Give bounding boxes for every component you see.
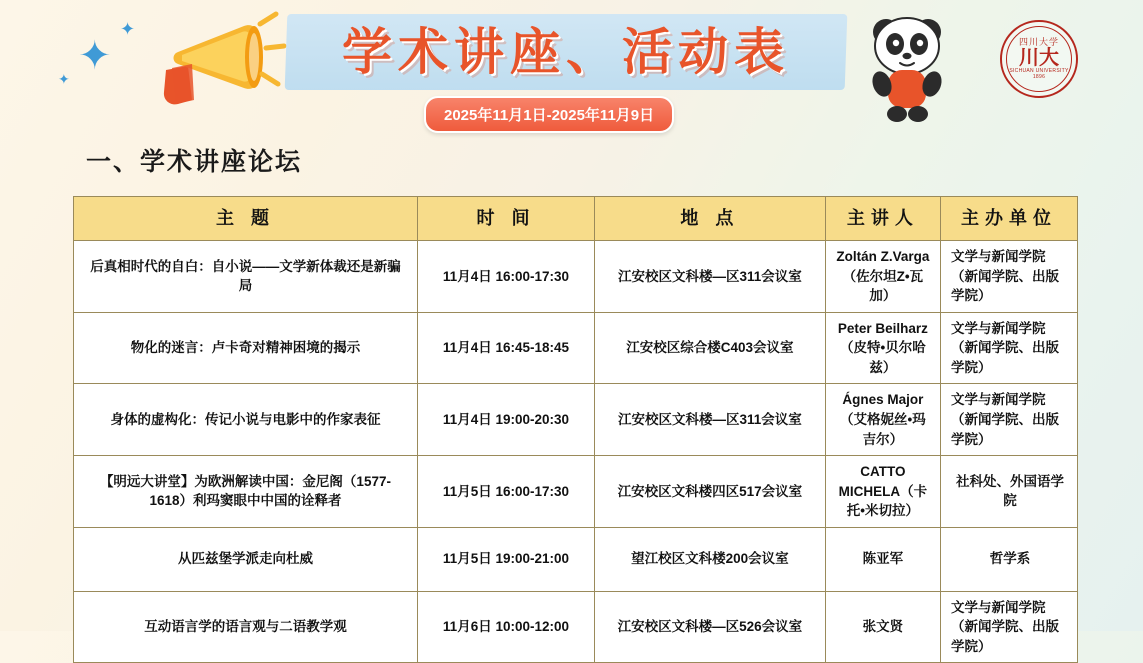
header-banner	[0, 0, 1143, 132]
cell-topic: 从匹兹堡学派走向杜威	[74, 527, 418, 591]
seal-logo-text: 川大	[1019, 47, 1059, 70]
cell-organizer: 文学与新闻学院（新闻学院、出版学院）	[941, 241, 1078, 313]
cell-place: 江安校区综合楼C403会议室	[595, 312, 826, 384]
cell-topic: 身体的虚构化：传记小说与电影中的作家表征	[74, 384, 418, 456]
page-title: 学术讲座、活动表	[342, 23, 790, 81]
cell-topic: 物化的迷言：卢卡奇对精神困境的揭示	[74, 312, 418, 384]
banner-title-container	[286, 14, 846, 90]
cell-time: 11月6日 10:00-12:00	[417, 591, 594, 663]
column-header-organizer: 主办单位	[941, 197, 1078, 241]
table-header-row	[74, 197, 1078, 241]
sparkle-icon: ✦	[78, 34, 112, 78]
date-range-badge: 2025年11月1日-2025年11月9日	[424, 96, 674, 133]
cell-speaker: Peter Beilharz（皮特•贝尔哈兹）	[825, 312, 940, 384]
cell-time: 11月5日 19:00-21:00	[417, 527, 594, 591]
cell-speaker: Zoltán Z.Varga（佐尔坦Z•瓦加）	[825, 241, 940, 313]
column-header-speaker: 主讲人	[825, 197, 940, 241]
cell-speaker: CATTO MICHELA（卡托•米切拉）	[825, 456, 940, 528]
seal-english-name: SICHUAN UNIVERSITY	[1009, 68, 1069, 75]
table-row	[74, 384, 1078, 456]
column-header-place: 地 点	[595, 197, 826, 241]
cell-time: 11月5日 16:00-17:30	[417, 456, 594, 528]
seal-year: 1896	[1032, 73, 1046, 80]
cell-topic: 后真相时代的自白：自小说——文学新体裁还是新骗局	[74, 241, 418, 313]
sparkle-icon: ✦	[58, 71, 70, 87]
cell-place: 江安校区文科楼四区517会议室	[595, 456, 826, 528]
cell-time: 11月4日 19:00-20:30	[417, 384, 594, 456]
sparkle-icon: ✦	[120, 19, 136, 39]
cell-time: 11月4日 16:45-18:45	[417, 312, 594, 384]
cell-place: 江安校区文科楼—区311会议室	[595, 384, 826, 456]
university-seal	[1000, 20, 1078, 98]
lecture-table	[73, 196, 1078, 663]
table-row	[74, 312, 1078, 384]
seal-chinese-name: 四川大学	[1018, 36, 1059, 47]
cell-organizer: 文学与新闻学院（新闻学院、出版学院）	[941, 312, 1078, 384]
cell-place: 望江校区文科楼200会议室	[595, 527, 826, 591]
section-heading: 一、学术讲座论坛	[86, 148, 303, 176]
cell-speaker: 张文贤	[825, 591, 940, 663]
panda-mascot-icon	[852, 6, 962, 124]
cell-organizer: 文学与新闻学院（新闻学院、出版学院）	[941, 384, 1078, 456]
megaphone-icon	[148, 8, 288, 118]
lecture-table-container	[73, 196, 1078, 663]
table-row	[74, 241, 1078, 313]
cell-topic: 互动语言学的语言观与二语教学观	[74, 591, 418, 663]
cell-topic: 【明远大讲堂】为欧洲解读中国：金尼阁（1577-1618）利玛窦眼中中国的诠释者	[74, 456, 418, 528]
cell-place: 江安校区文科楼—区311会议室	[595, 241, 826, 313]
cell-organizer: 哲学系	[941, 527, 1078, 591]
column-header-topic: 主 题	[74, 197, 418, 241]
table-row	[74, 456, 1078, 528]
cell-time: 11月4日 16:00-17:30	[417, 241, 594, 313]
cell-place: 江安校区文科楼—区526会议室	[595, 591, 826, 663]
cell-speaker: Ágnes Major（艾格妮丝•玛吉尔）	[825, 384, 940, 456]
cell-organizer: 社科处、外国语学院	[941, 456, 1078, 528]
cell-organizer: 文学与新闻学院（新闻学院、出版学院）	[941, 591, 1078, 663]
table-row	[74, 527, 1078, 591]
cell-speaker: 陈亚军	[825, 527, 940, 591]
table-row	[74, 591, 1078, 663]
column-header-time: 时 间	[417, 197, 594, 241]
